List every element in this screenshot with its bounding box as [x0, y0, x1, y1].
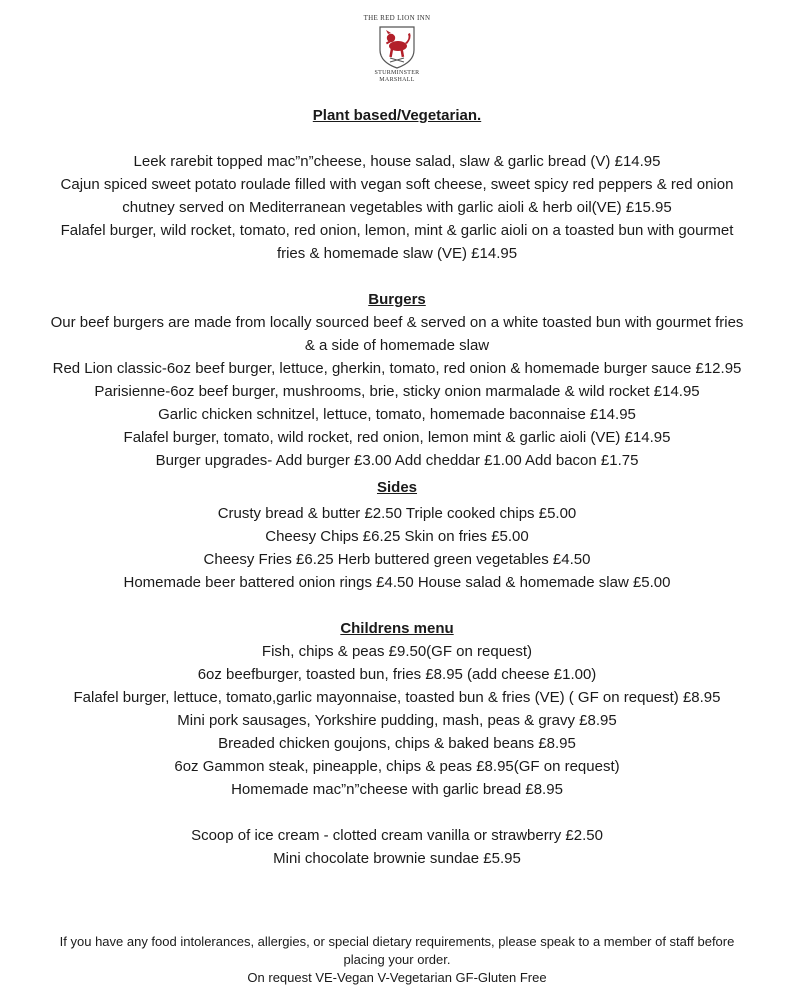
- menu-line: chutney served on Mediterranean vegetables with garlic aioli & herb oil(VE) £15.95: [122, 199, 672, 216]
- menu-line: Garlic chicken schnitzel, lettuce, tomato, homemade baconnaise £14.95: [158, 406, 636, 423]
- menu-line: Our beef burgers are made from locally sourced beef & served on a white toasted bun with gourmet fries: [50, 314, 744, 331]
- menu-line: Parisienne-6oz beef burger, mushrooms, brie, sticky onion marmalade & wild rocket £14.95: [94, 383, 700, 400]
- menu-line: Red Lion classic-6oz beef burger, lettuce, gherkin, tomato, red onion & homemade burger sauce £12.95: [52, 360, 742, 377]
- menu-line: 6oz Gammon steak, pineapple, chips & peas £8.95(GF on request): [174, 758, 620, 775]
- menu-line: Scoop of ice cream - clotted cream vanilla or strawberry £2.50: [191, 827, 603, 844]
- menu-line: Leek rarebit topped mac”n”cheese, house salad, slaw & garlic bread (V) £14.95: [133, 153, 661, 170]
- menu-content: [20, 104, 774, 870]
- menu-line: Cheesy Fries £6.25 Herb buttered green vegetables £4.50: [203, 551, 591, 568]
- footer-line: If you have any food intolerances, allergies, or special dietary requirements, please speak to a member of staff before: [59, 934, 735, 949]
- menu-line: Mini pork sausages, Yorkshire pudding, mash, peas & gravy £8.95: [177, 712, 617, 729]
- footer-line: On request VE-Vegan V-Vegetarian GF-Gluten Free: [247, 970, 547, 985]
- menu-line: Mini chocolate brownie sundae £5.95: [273, 850, 521, 867]
- menu-line: Burger upgrades- Add burger £3.00 Add cheddar £1.00 Add bacon £1.75: [155, 452, 639, 469]
- lion-shield-icon: [377, 24, 417, 70]
- heading-plant-based: Plant based/Vegetarian.: [312, 107, 482, 124]
- allergy-footer: [20, 933, 774, 987]
- menu-line: 6oz beefburger, toasted bun, fries £8.95 (add cheese £1.00): [197, 666, 597, 683]
- menu-line: Fish, chips & peas £9.50(GF on request): [261, 643, 533, 660]
- heading-burgers: Burgers: [368, 291, 426, 308]
- heading-sides: Sides: [376, 479, 418, 496]
- logo-place-line1: STURMINSTER: [374, 70, 420, 76]
- menu-line: Breaded chicken goujons, chips & baked beans £8.95: [218, 735, 576, 752]
- menu-line: Homemade mac”n”cheese with garlic bread £8.95: [231, 781, 563, 798]
- menu-line: Falafel burger, wild rocket, tomato, red onion, lemon, mint & garlic aioli on a toasted bun with gourmet: [60, 222, 734, 239]
- inn-logo: [357, 14, 437, 90]
- menu-line: Falafel burger, tomato, wild rocket, red onion, lemon mint & garlic aioli (VE) £14.95: [123, 429, 671, 446]
- menu-line: Crusty bread & butter £2.50 Triple cooked chips £5.00: [217, 505, 577, 522]
- heading-childrens-menu: Childrens menu: [340, 620, 454, 637]
- menu-line: & a side of homemade slaw: [304, 337, 490, 354]
- menu-line: Cheesy Chips £6.25 Skin on fries £5.00: [265, 528, 529, 545]
- logo-name: THE RED LION INN: [363, 14, 431, 22]
- menu-line: fries & homemade slaw (VE) £14.95: [276, 245, 518, 262]
- menu-line: Homemade beer battered onion rings £4.50 House salad & homemade slaw £5.00: [123, 574, 671, 591]
- logo-place-line2: MARSHALL: [379, 77, 415, 83]
- menu-line: Falafel burger, lettuce, tomato,garlic mayonnaise, toasted bun & fries (VE) ( GF on request) £8.95: [73, 689, 721, 706]
- menu-line: Cajun spiced sweet potato roulade filled with vegan soft cheese, sweet spicy red peppers & red onion: [60, 176, 734, 193]
- footer-line: placing your order.: [343, 952, 451, 967]
